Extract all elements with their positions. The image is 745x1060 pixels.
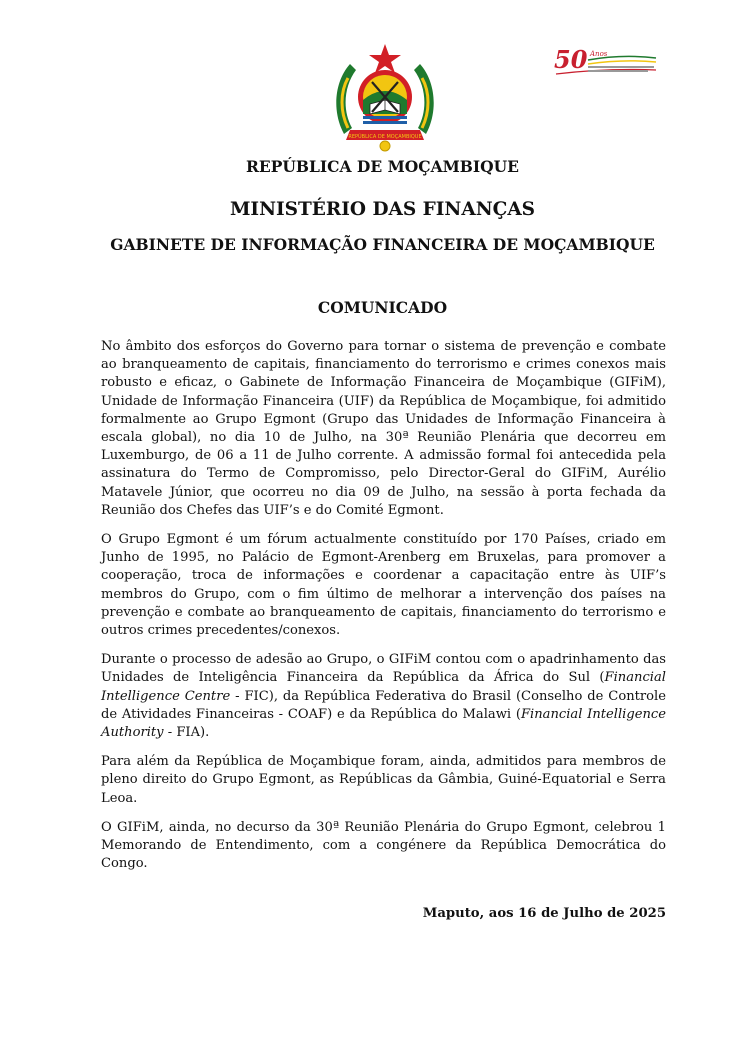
closing-date-line: Maputo, aos 16 de Julho de 2025 [422,906,666,921]
paragraph-3-part-1: Durante o processo de adesão ao Grupo, o GIFiM contou com o apadrinhamento das Unidades de Inteligência Financeira da República da África do Sul ( [101,652,666,686]
paragraph-3-part-3: - FIA). [163,725,210,741]
paragraph-5: O GIFiM, ainda, no decurso da 30ª Reunião Plenária do Grupo Egmont, celebrou 1 Memorando de Entendimento, com a congénere da República Democrática do Congo. [101,819,666,872]
paragraph-3-part-2: - FIC), da República Federativa do Brasil (Conselho de Controle de Atividades Financeiras - COAF) e da República do Malawi ( [101,688,666,722]
paragraph-3-italic-2: Financial Intelligence Authority [101,706,667,741]
header-republic: REPÚBLICA DE MOÇAMBIQUE [246,157,519,176]
coat-of-arms-icon [330,42,440,152]
document-body [101,338,666,884]
paragraph-3-italic-1: Financial Intelligence Centre [101,670,666,704]
anniversary-number: 50 [554,45,588,74]
paragraph-2: O Grupo Egmont é um fórum actualmente constituído por 170 Países, criado em Junho de 1995, no Palácio de Egmont-Arenberg em Bruxelas, para promover a cooperação, troca de informações e coordenar a capacitação entre às UIF’s membros do Grupo, com o fim último de melhorar a intervenção dos países na prevenção e combate ao branqueamento de capitais, financiamento do terrorismo e outros crimes precedentes/conexos. [101,532,666,639]
anniversary-small-text: Anos [590,50,608,58]
svg-text:REPÚBLICA DE MOÇAMBIQUE: REPÚBLICA DE MOÇAMBIQUE [348,134,422,140]
header-ministry: MINISTÉRIO DAS FINANÇAS [229,199,536,220]
paragraph-1: No âmbito dos esforços do Governo para tornar o sistema de prevenção e combate ao branqueamento de capitais, financiamento do terrorismo e crimes conexos mais robusto e eficaz, o Gabinete de Informação Financeira de Moçambique (GIFiM), Unidade de Informação Financeira (UIF) da República de Moçambique, foi admitido formalmente ao Grupo Egmont (Grupo das Unidades de Informação Financeira à escala global), no dia 10 de Julho, na 30ª Reunião Plenária que decorreu em Luxemburgo, de 06 a 11 de Julho corrente. A admissão formal foi antecedida pela assinatura do Termo de Compromisso, pelo Director-Geral do GIFiM, Aurélio Matavele Júnior, que ocorreu no dia 09 de Julho, na sessão à porta fechada da Reunião dos Chefes das UIF’s e do Comité Egmont. [101,339,666,518]
document-title: COMUNICADO [317,298,448,317]
paragraph-4: Para além da República de Moçambique foram, ainda, admitidos para membros de pleno direito do Grupo Egmont, as Repúblicas da Gâmbia, Guiné-Equatorial e Serra Leoa. [101,754,666,806]
header-office: GABINETE DE INFORMAÇÃO FINANCEIRA DE MOÇAMBIQUE [110,235,655,254]
anniversary-50-logo [552,44,660,80]
paragraph-3 [101,651,666,742]
